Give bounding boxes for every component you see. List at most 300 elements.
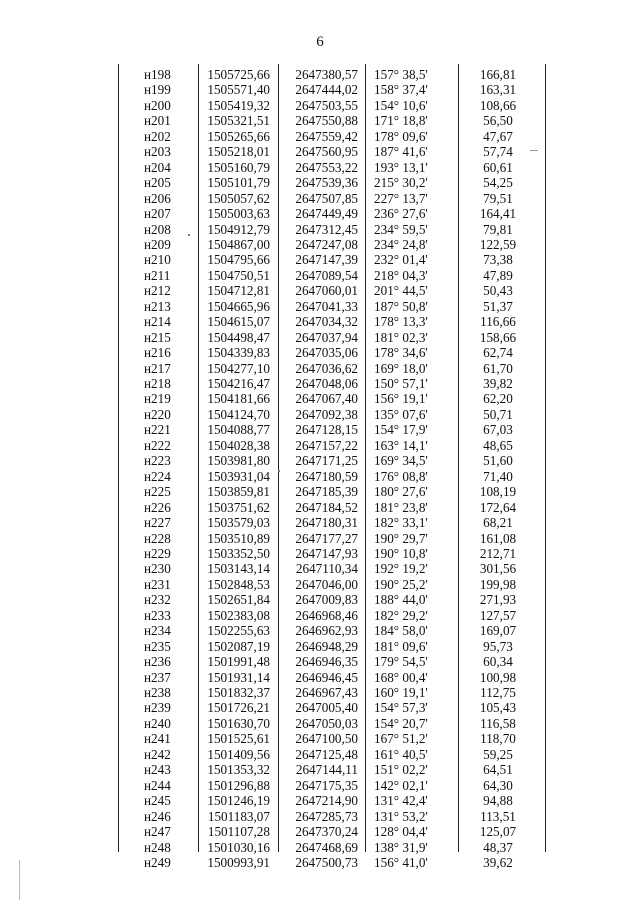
segment-length: 161,08 xyxy=(479,530,517,546)
point-name: н241 xyxy=(144,731,171,747)
direction-angle: 232° 01,4' xyxy=(374,252,428,268)
direction-angle: 178° 34,6' xyxy=(374,345,428,361)
direction-angle: 176° 08,8' xyxy=(374,468,428,484)
y-coordinate: 2646967,43 xyxy=(295,685,358,700)
segment-length: 62,20 xyxy=(483,391,513,407)
segment-length: 47,67 xyxy=(483,128,513,144)
y-coordinate: 2647110,34 xyxy=(295,561,358,577)
y-coordinate: 2647177,27 xyxy=(295,530,358,546)
x-coordinate: 1504867,00 xyxy=(207,236,270,252)
x-coordinate: 1505571,40 xyxy=(207,82,270,98)
point-name: н216 xyxy=(144,345,171,361)
table-row xyxy=(118,113,550,129)
y-coordinate: 2647046,00 xyxy=(295,576,358,592)
point-name: н205 xyxy=(144,175,171,191)
table-row xyxy=(118,840,550,856)
y-coordinate: 2647092,38 xyxy=(295,406,358,422)
y-coordinate: 2647539,36 xyxy=(295,175,358,191)
segment-length: 127,57 xyxy=(479,607,517,623)
y-coordinate: 2647037,94 xyxy=(295,329,358,345)
direction-angle: 190° 29,7' xyxy=(374,530,428,546)
y-coordinate: 2646948,29 xyxy=(295,638,358,654)
y-coordinate: 2647180,59 xyxy=(295,468,358,484)
point-name: н248 xyxy=(144,839,171,855)
segment-length: 199,98 xyxy=(479,576,517,592)
point-name: н237 xyxy=(144,669,171,685)
table-row xyxy=(118,299,550,315)
x-coordinate: 1503859,81 xyxy=(207,484,270,500)
y-coordinate: 2647550,88 xyxy=(295,113,358,129)
segment-length: 51,37 xyxy=(483,298,513,314)
direction-angle: 180° 27,6' xyxy=(374,484,428,500)
direction-angle: 156° 41,0' xyxy=(374,854,428,870)
y-coordinate: 2647184,52 xyxy=(295,499,358,515)
y-coordinate: 2647067,40 xyxy=(295,391,358,407)
x-coordinate: 1504665,96 xyxy=(207,298,270,314)
y-coordinate: 2647144,11 xyxy=(295,762,358,778)
y-coordinate: 2647060,01 xyxy=(295,283,358,299)
point-name: н239 xyxy=(144,700,171,716)
segment-length: 116,58 xyxy=(480,715,516,731)
point-name: н231 xyxy=(144,576,171,592)
segment-length: 56,50 xyxy=(483,113,513,129)
point-name: н233 xyxy=(144,607,171,623)
direction-angle: 182° 29,2' xyxy=(374,607,428,623)
direction-angle: 158° 37,4' xyxy=(374,82,428,98)
y-coordinate: 2647157,22 xyxy=(295,437,358,453)
segment-length: 39,62 xyxy=(483,854,513,870)
table-row xyxy=(118,376,550,392)
x-coordinate: 1505265,66 xyxy=(207,128,270,144)
direction-angle: 215° 30,2' xyxy=(374,175,428,191)
x-coordinate: 1501726,21 xyxy=(207,700,270,716)
direction-angle: 156° 19,1' xyxy=(374,391,428,407)
direction-angle: 154° 17,9' xyxy=(374,422,428,438)
x-coordinate: 1505101,79 xyxy=(207,175,270,191)
x-coordinate: 1504339,83 xyxy=(207,345,270,361)
segment-length: 95,73 xyxy=(483,638,513,654)
y-coordinate: 2647041,33 xyxy=(295,298,358,314)
point-name: н209 xyxy=(144,236,171,252)
x-coordinate: 1503143,14 xyxy=(207,561,270,577)
x-coordinate: 1503510,89 xyxy=(207,530,270,546)
point-name: н232 xyxy=(144,592,171,608)
point-name: н217 xyxy=(144,360,171,376)
segment-length: 172,64 xyxy=(479,499,517,515)
point-name: н240 xyxy=(144,715,171,731)
x-coordinate: 1501353,32 xyxy=(207,762,270,778)
x-coordinate: 1501030,16 xyxy=(207,839,270,855)
table-row xyxy=(118,345,550,361)
x-coordinate: 1504216,47 xyxy=(207,376,270,391)
table-row xyxy=(118,700,550,716)
x-coordinate: 1505160,79 xyxy=(207,159,270,175)
point-name: н223 xyxy=(144,453,171,469)
segment-length: 158,66 xyxy=(479,329,517,345)
table-row xyxy=(118,793,550,809)
y-coordinate: 2647500,73 xyxy=(295,854,358,870)
table-row xyxy=(118,716,550,732)
direction-angle: 160° 19,1' xyxy=(374,685,428,700)
direction-angle: 201° 44,5' xyxy=(374,283,428,299)
table-row xyxy=(118,654,550,670)
x-coordinate: 1503931,04 xyxy=(207,468,270,484)
direction-angle: 128° 04,4' xyxy=(374,824,428,840)
table-row xyxy=(118,685,550,701)
y-coordinate: 2647560,95 xyxy=(295,144,358,160)
y-coordinate: 2647009,83 xyxy=(295,592,358,608)
x-coordinate: 1505321,51 xyxy=(207,113,270,129)
point-name: н206 xyxy=(144,190,171,206)
table-row xyxy=(118,268,550,284)
table-row xyxy=(118,561,550,577)
table-row xyxy=(118,144,550,160)
x-coordinate: 1501296,88 xyxy=(207,777,270,793)
direction-angle: 178° 09,6' xyxy=(374,128,428,144)
x-coordinate: 1502255,63 xyxy=(207,623,270,639)
y-coordinate: 2646968,46 xyxy=(295,607,358,623)
y-coordinate: 2647285,73 xyxy=(295,808,358,824)
table-row xyxy=(118,330,550,346)
table-row xyxy=(118,855,550,871)
y-coordinate: 2647125,48 xyxy=(295,746,358,762)
direction-angle: 154° 20,7' xyxy=(374,715,428,731)
x-coordinate: 1504498,47 xyxy=(207,329,270,345)
direction-angle: 168° 00,4' xyxy=(374,669,428,685)
x-coordinate: 1501246,19 xyxy=(207,793,270,809)
x-coordinate: 1504712,81 xyxy=(207,283,270,299)
segment-length: 164,41 xyxy=(479,206,517,222)
y-coordinate: 2647034,32 xyxy=(295,314,358,330)
point-name: н225 xyxy=(144,484,171,500)
segment-length: 68,21 xyxy=(483,515,513,531)
point-name: н201 xyxy=(144,113,171,129)
y-coordinate: 2647247,08 xyxy=(295,236,358,252)
x-coordinate: 1503981,80 xyxy=(207,453,270,469)
x-coordinate: 1501931,14 xyxy=(207,669,270,685)
direction-angle: 138° 31,9' xyxy=(374,839,428,855)
table-row xyxy=(118,314,550,330)
point-name: н211 xyxy=(144,267,171,283)
y-coordinate: 2647048,06 xyxy=(295,376,358,391)
x-coordinate: 1501183,07 xyxy=(207,808,270,824)
segment-length: 48,37 xyxy=(483,839,513,855)
segment-length: 71,40 xyxy=(483,468,513,484)
x-coordinate: 1501991,48 xyxy=(207,654,270,670)
y-coordinate: 2647050,03 xyxy=(295,715,358,731)
point-name: н229 xyxy=(144,545,171,561)
table-row xyxy=(118,531,550,547)
x-coordinate: 1503352,50 xyxy=(207,545,270,561)
direction-angle: 163° 14,1' xyxy=(374,437,428,453)
direction-angle: 151° 02,2' xyxy=(374,762,428,778)
segment-length: 105,43 xyxy=(479,700,517,716)
segment-length: 108,66 xyxy=(479,97,517,113)
segment-length: 301,56 xyxy=(479,561,517,577)
x-coordinate: 1504181,66 xyxy=(207,391,270,407)
point-name: н221 xyxy=(144,422,171,438)
point-name: н230 xyxy=(144,561,171,577)
y-coordinate: 2647147,93 xyxy=(295,545,358,561)
margin-rule xyxy=(19,860,20,900)
x-coordinate: 1501832,37 xyxy=(207,685,270,700)
table-row xyxy=(118,592,550,608)
y-coordinate: 2647468,69 xyxy=(295,839,358,855)
point-name: н215 xyxy=(144,329,171,345)
direction-angle: 187° 50,8' xyxy=(374,298,428,314)
direction-angle: 150° 57,1' xyxy=(374,376,428,391)
table-row xyxy=(118,361,550,377)
segment-length: 57,74 xyxy=(483,144,513,160)
point-name: н202 xyxy=(144,128,171,144)
direction-angle: 178° 13,3' xyxy=(374,314,428,330)
direction-angle: 154° 57,3' xyxy=(374,700,428,716)
y-coordinate: 2647449,49 xyxy=(295,206,358,222)
point-name: н207 xyxy=(144,206,171,222)
x-coordinate: 1502651,84 xyxy=(207,592,270,608)
point-name: н198 xyxy=(144,67,171,82)
segment-length: 73,38 xyxy=(483,252,513,268)
point-name: н238 xyxy=(144,685,171,700)
y-coordinate: 2647035,06 xyxy=(295,345,358,361)
point-name: н200 xyxy=(144,97,171,113)
x-coordinate: 1501525,61 xyxy=(207,731,270,747)
y-coordinate: 2647147,39 xyxy=(295,252,358,268)
segment-length: 163,31 xyxy=(479,82,517,98)
table-row xyxy=(118,515,550,531)
x-coordinate: 1501630,70 xyxy=(207,715,270,731)
point-name: н219 xyxy=(144,391,171,407)
point-name: н244 xyxy=(144,777,171,793)
segment-length: 108,19 xyxy=(479,484,517,500)
direction-angle: 157° 38,5' xyxy=(374,67,428,82)
table-row xyxy=(118,237,550,253)
table-row xyxy=(118,422,550,438)
x-coordinate: 1502087,19 xyxy=(207,638,270,654)
x-coordinate: 1503751,62 xyxy=(207,499,270,515)
table-row xyxy=(118,747,550,763)
y-coordinate: 2647380,57 xyxy=(295,67,358,82)
segment-length: 125,07 xyxy=(479,824,517,840)
y-coordinate: 2647005,40 xyxy=(295,700,358,716)
direction-angle: 192° 19,2' xyxy=(374,561,428,577)
table-row xyxy=(118,222,550,238)
point-name: н226 xyxy=(144,499,171,515)
table-row xyxy=(118,453,550,469)
table-row xyxy=(118,762,550,778)
table-row xyxy=(118,175,550,191)
y-coordinate: 2647559,42 xyxy=(295,128,358,144)
segment-length: 169,07 xyxy=(479,623,517,639)
scan-speck xyxy=(188,234,190,236)
scan-speck xyxy=(278,470,280,472)
segment-length: 39,82 xyxy=(483,376,513,391)
segment-length: 62,74 xyxy=(483,345,513,361)
table-row xyxy=(118,252,550,268)
direction-angle: 154° 10,6' xyxy=(374,97,428,113)
table-row xyxy=(118,469,550,485)
x-coordinate: 1504615,07 xyxy=(207,314,270,330)
y-coordinate: 2646946,35 xyxy=(295,654,358,670)
x-coordinate: 1504795,66 xyxy=(207,252,270,268)
scan-speck xyxy=(530,150,538,151)
x-coordinate: 1502848,53 xyxy=(207,576,270,592)
x-coordinate: 1504277,10 xyxy=(207,360,270,376)
table-row xyxy=(118,82,550,98)
y-coordinate: 2647175,35 xyxy=(295,777,358,793)
y-coordinate: 2647128,15 xyxy=(295,422,358,438)
direction-angle: 171° 18,8' xyxy=(374,113,428,129)
table-row xyxy=(118,206,550,222)
direction-angle: 131° 53,2' xyxy=(374,808,428,824)
table-row xyxy=(118,438,550,454)
segment-length: 100,98 xyxy=(479,669,517,685)
x-coordinate: 1501107,28 xyxy=(207,824,270,840)
direction-angle: 193° 13,1' xyxy=(374,159,428,175)
point-name: н242 xyxy=(144,746,171,762)
direction-angle: 181° 23,8' xyxy=(374,499,428,515)
direction-angle: 218° 04,3' xyxy=(374,267,428,283)
direction-angle: 227° 13,7' xyxy=(374,190,428,206)
x-coordinate: 1503579,03 xyxy=(207,515,270,531)
direction-angle: 181° 02,3' xyxy=(374,329,428,345)
x-coordinate: 1505725,66 xyxy=(207,67,270,82)
table-row xyxy=(118,407,550,423)
segment-length: 116,66 xyxy=(480,314,516,330)
segment-length: 212,71 xyxy=(479,545,517,561)
y-coordinate: 2647171,25 xyxy=(295,453,358,469)
direction-angle: 169° 18,0' xyxy=(374,360,428,376)
y-coordinate: 2647036,62 xyxy=(295,360,358,376)
x-coordinate: 1505419,32 xyxy=(207,97,270,113)
direction-angle: 181° 09,6' xyxy=(374,638,428,654)
direction-angle: 187° 41,6' xyxy=(374,144,428,160)
x-coordinate: 1505003,63 xyxy=(207,206,270,222)
table-row xyxy=(118,639,550,655)
x-coordinate: 1504124,70 xyxy=(207,406,270,422)
segment-length: 54,25 xyxy=(483,175,513,191)
table-row xyxy=(118,778,550,794)
segment-length: 64,51 xyxy=(483,762,513,778)
segment-length: 60,34 xyxy=(483,654,513,670)
direction-angle: 190° 25,2' xyxy=(374,576,428,592)
direction-angle: 236° 27,6' xyxy=(374,206,428,222)
point-name: н213 xyxy=(144,298,171,314)
segment-length: 79,51 xyxy=(483,190,513,206)
point-name: н245 xyxy=(144,793,171,809)
x-coordinate: 1504750,51 xyxy=(207,267,270,283)
table-row xyxy=(118,160,550,176)
direction-angle: 184° 58,0' xyxy=(374,623,428,639)
segment-length: 118,70 xyxy=(480,731,516,747)
x-coordinate: 1505218,01 xyxy=(207,144,270,160)
segment-length: 113,51 xyxy=(480,808,516,824)
table-row xyxy=(118,484,550,500)
point-name: н220 xyxy=(144,406,171,422)
segment-length: 48,65 xyxy=(483,437,513,453)
direction-angle: 188° 44,0' xyxy=(374,592,428,608)
table-row xyxy=(118,608,550,624)
direction-angle: 179° 54,5' xyxy=(374,654,428,670)
table-row xyxy=(118,67,550,83)
direction-angle: 135° 07,6' xyxy=(374,406,428,422)
direction-angle: 131° 42,4' xyxy=(374,793,428,809)
y-coordinate: 2646946,45 xyxy=(295,669,358,685)
direction-angle: 182° 33,1' xyxy=(374,515,428,531)
point-name: н212 xyxy=(144,283,171,299)
table-row xyxy=(118,731,550,747)
table-row xyxy=(118,500,550,516)
y-coordinate: 2647507,85 xyxy=(295,190,358,206)
point-name: н234 xyxy=(144,623,171,639)
direction-angle: 167° 51,2' xyxy=(374,731,428,747)
table-row xyxy=(118,283,550,299)
table-row xyxy=(118,824,550,840)
segment-length: 47,89 xyxy=(483,267,513,283)
x-coordinate: 1502383,08 xyxy=(207,607,270,623)
x-coordinate: 1501409,56 xyxy=(207,746,270,762)
point-name: н199 xyxy=(144,82,171,98)
y-coordinate: 2647180,31 xyxy=(295,515,358,531)
point-name: н214 xyxy=(144,314,171,330)
segment-length: 61,70 xyxy=(483,360,513,376)
point-name: н249 xyxy=(144,854,171,870)
segment-length: 112,75 xyxy=(480,685,516,700)
direction-angle: 169° 34,5' xyxy=(374,453,428,469)
table-row xyxy=(118,391,550,407)
point-name: н204 xyxy=(144,159,171,175)
table-row xyxy=(118,98,550,114)
point-name: н246 xyxy=(144,808,171,824)
direction-angle: 142° 02,1' xyxy=(374,777,428,793)
table-row xyxy=(118,546,550,562)
x-coordinate: 1504912,79 xyxy=(207,221,270,237)
point-name: н210 xyxy=(144,252,171,268)
y-coordinate: 2646962,93 xyxy=(295,623,358,639)
x-coordinate: 1504028,38 xyxy=(207,437,270,453)
segment-length: 64,30 xyxy=(483,777,513,793)
direction-angle: 234° 59,5' xyxy=(374,221,428,237)
point-name: н227 xyxy=(144,515,171,531)
point-name: н236 xyxy=(144,654,171,670)
segment-length: 51,60 xyxy=(483,453,513,469)
table-row xyxy=(118,129,550,145)
direction-angle: 234° 24,8' xyxy=(374,236,428,252)
y-coordinate: 2647214,90 xyxy=(295,793,358,809)
segment-length: 166,81 xyxy=(479,67,517,82)
segment-length: 94,88 xyxy=(483,793,513,809)
coordinates-table xyxy=(118,64,550,870)
point-name: н222 xyxy=(144,437,171,453)
table-row xyxy=(118,670,550,686)
y-coordinate: 2647312,45 xyxy=(295,221,358,237)
point-name: н235 xyxy=(144,638,171,654)
x-coordinate: 1504088,77 xyxy=(207,422,270,438)
point-name: н224 xyxy=(144,468,171,484)
y-coordinate: 2647370,24 xyxy=(295,824,358,840)
y-coordinate: 2647089,54 xyxy=(295,267,358,283)
point-name: н203 xyxy=(144,144,171,160)
direction-angle: 161° 40,5' xyxy=(374,746,428,762)
y-coordinate: 2647185,39 xyxy=(295,484,358,500)
table-row xyxy=(118,577,550,593)
table-row xyxy=(118,623,550,639)
x-coordinate: 1500993,91 xyxy=(207,854,270,870)
segment-length: 50,43 xyxy=(483,283,513,299)
y-coordinate: 2647553,22 xyxy=(295,159,358,175)
direction-angle: 190° 10,8' xyxy=(374,545,428,561)
segment-length: 60,61 xyxy=(483,159,513,175)
